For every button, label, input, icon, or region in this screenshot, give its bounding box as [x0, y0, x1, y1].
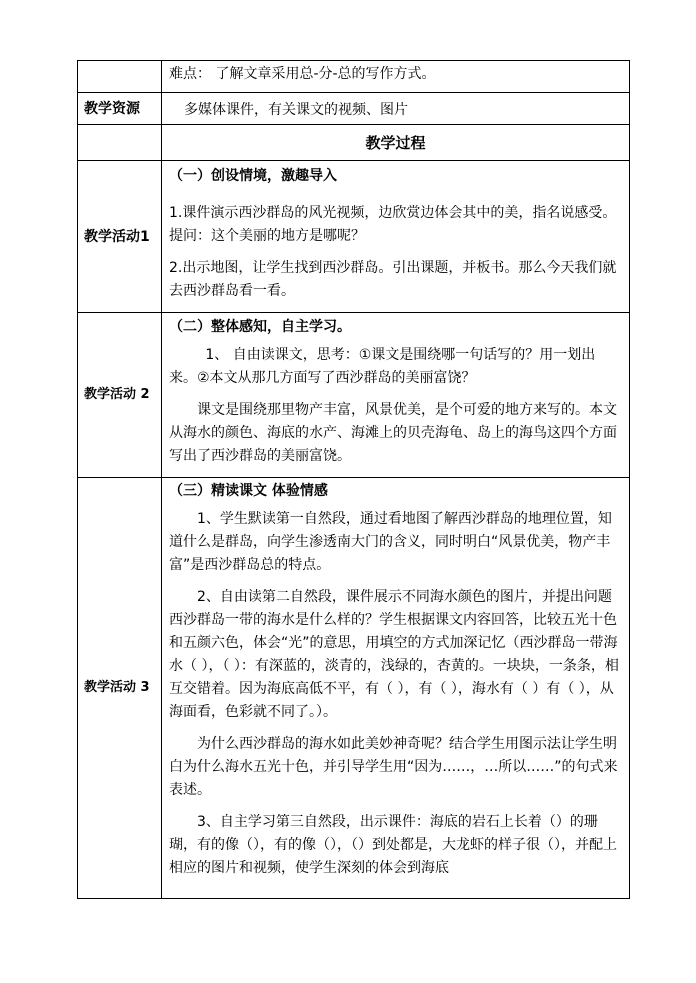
process-title: 教学过程 [162, 125, 630, 161]
activity3-row [78, 478, 630, 899]
resources-label: 教学资源 [78, 93, 162, 125]
activity1-paragraph-1: 1.课件演示西沙群岛的风光视频，边欣赏边体会其中的美，指名说感受。提问：这个美丽的地方是哪呢？ [169, 205, 617, 244]
activity1-paragraph-2: 2.出示地图，让学生找到西沙群岛。引出课题，并板书。那么今天我们就去西沙群岛看一看。 [169, 260, 617, 299]
activity3-heading: （三）精读课文 体验情感 [169, 483, 328, 499]
activity3-paragraph-1: 1、学生默读第一自然段，通过看地图了解西沙群岛的地理位置，知道什么是群岛，向学生渗透南大门的含义，同时明白“风景优美，物产丰富”是西沙群岛总的特点。 [169, 511, 612, 573]
activity1-row [78, 161, 630, 313]
activity2-paragraph-1: 1、 自由读课文，思考：①课文是围绕哪一句话写的？用一划出来。②本文从那几方面写了西沙群岛的美丽富饶？ [169, 347, 596, 386]
activity3-label: 教学活动 3 [78, 478, 162, 899]
process-title-row [78, 125, 630, 161]
activity3-content [162, 478, 630, 899]
activity2-label: 教学活动 2 [78, 313, 162, 478]
resources-row [78, 93, 630, 125]
activity3-paragraph-3: 为什么西沙群岛的海水如此美妙神奇呢？结合学生用图示法让学生明白为什么海水五光十色，并引导学生用“因为……，…所以……”的句式来表述。 [169, 736, 618, 798]
activity2-content [162, 313, 630, 478]
difficulty-text: 难点： 了解文章采用总-分-总的写作方式。 [162, 61, 630, 93]
activity3-paragraph-2: 2、自由读第二自然段，课件展示不同海水颜色的图片，并提出问题西沙群岛一带的海水是什么样的？学生根据课文内容回答，比较五光十色和五颜六色，体会“光”的意思，用填空的方式加深记忆（西沙群岛一带海水（ ），（ ）：有深蓝的，淡青的，浅绿的，杏黄的。一块块，一条条，相互交错着。因为海底高低不平，有（ ），有（ ），海水有（ ）有（ ），从海面看，色彩就不同了。）。 [169, 589, 619, 720]
activity1-label: 教学活动1 [78, 161, 162, 313]
activity3-paragraph-4: 3、自主学习第三自然段，出示课件：海底的岩石上长着（）的珊瑚，有的像（），有的像（），（）到处都是，大龙虾的样子很（），并配上相应的图片和视频，使学生深刻的体会到海底 [169, 814, 617, 876]
difficulty-row [78, 61, 630, 93]
resources-text: 多媒体课件，有关课文的视频、图片 [162, 93, 630, 125]
activity2-paragraph-2: 课文是围绕那里物产丰富，风景优美，是个可爱的地方来写的。本文从海水的颜色、海底的水产、海滩上的贝壳海龟、岛上的海鸟这四个方面写出了西沙群岛的美丽富饶。 [169, 402, 617, 464]
activity2-row [78, 313, 630, 478]
activity1-content [162, 161, 630, 313]
lesson-plan-table [77, 60, 630, 899]
activity1-heading: （一）创设情境，激趣导入 [169, 168, 337, 184]
activity2-heading: （二）整体感知，自主学习。 [169, 319, 351, 335]
empty-label-cell [78, 61, 162, 93]
empty-label-cell [78, 125, 162, 161]
